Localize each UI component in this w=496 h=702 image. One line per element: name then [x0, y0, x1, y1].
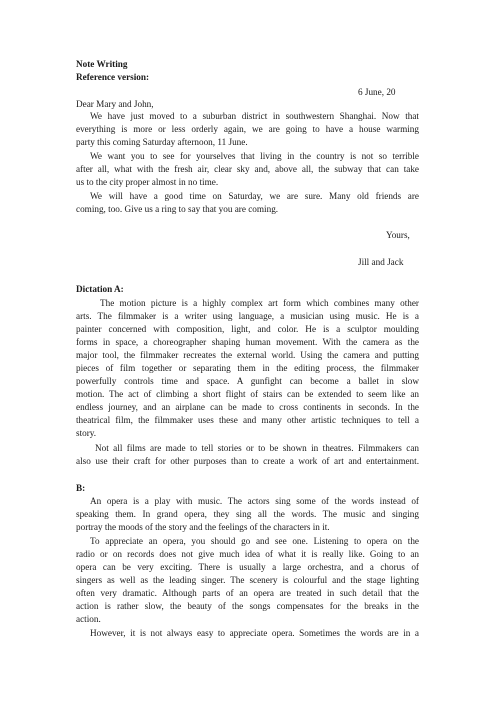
letter-date: 6 June, 20 — [358, 87, 396, 97]
dictation-b-line: action. — [76, 614, 101, 624]
letter-p1-line: We have just moved to a suburban district in southwestern Shanghai. Now that — [90, 111, 419, 121]
dictation-a-line: The motion picture is a highly complex art form which combines many other — [100, 298, 419, 308]
dictation-b-line: speaking them. In grand opera, they sing all the words. The music and singing — [76, 509, 419, 519]
dictation-a-line: major tool, the filmmaker recreates the external world. Using the camera and putting — [76, 350, 419, 360]
dictation-a-line: story. — [76, 428, 97, 438]
dictation-b-line: often very dramatic. Although parts of an opera are treated in such detail that the — [76, 588, 419, 598]
letter-p2-line: We want you to see for yourselves that living in the country is not so terrible — [90, 151, 419, 161]
dictation-b-line: opera can be very exciting. There is usually a large orchestra, and a chorus of — [76, 562, 419, 572]
dictation-a-line: endless journey, and an airplane can be made to cross continents in seconds. In the — [76, 402, 419, 412]
dictation-b-label: B: — [76, 483, 86, 493]
dictation-b-line: An opera is a play with music. The actors sing some of the words instead of — [90, 496, 419, 506]
dictation-b-line: singers as well as the leading singer. The scenery is colourful and the stage lighting — [76, 575, 419, 585]
dictation-a-line: powerfully controls time and space. A gunfight can become a ballet in slow — [76, 376, 419, 386]
dictation-b-line: However, it is not always easy to appreciate opera. Sometimes the words are in a — [90, 628, 419, 638]
page-title: Note Writing — [76, 59, 128, 69]
letter-p3-line: coming, too. Give us a ring to say that you are coming. — [76, 204, 279, 214]
letter-salutation: Dear Mary and John, — [76, 99, 154, 109]
dictation-a-line: theatrical film, the filmmaker uses these and many other artistic techniques to tell a — [76, 415, 419, 425]
letter-p3-line: We will have a good time on Saturday, we are sure. Many old friends are — [90, 191, 419, 201]
dictation-a-line: forms in space, a choreographer shaping human movement. With the camera as the — [76, 337, 419, 347]
dictation-b-line: To appreciate an opera, you should go and see one. Listening to opera on the — [90, 536, 419, 546]
dictation-a-line: also use their craft for other purposes than to create a work of art and entertainment. — [76, 456, 419, 466]
reference-label: Reference version: — [76, 72, 150, 82]
dictation-a-line: pieces of film together or separating them in the editing process, the filmmaker — [76, 363, 419, 373]
dictation-a-line: motion. The act of climbing a short flight of stairs can be extended to seem like an — [76, 389, 419, 399]
letter-p1-line: party this coming Saturday afternoon, 11 June. — [76, 137, 248, 147]
dictation-b-line: portray the moods of the story and the feelings of the characters in it. — [76, 522, 330, 532]
letter-p2-line: us to the city proper almost in no time. — [76, 177, 219, 187]
dictation-a-label: Dictation A: — [76, 284, 124, 294]
dictation-b-line: action is rather slow, the beauty of the songs compensates for the breaks in the — [76, 601, 419, 611]
letter-p2-line: after all, what with the fresh air, clear sky and, above all, the subway that can take — [76, 164, 419, 174]
dictation-a-line: arts. The filmmaker is a writer using language, a musician using music. He is a — [76, 311, 419, 321]
dictation-a-line: painter concerned with composition, light, and color. He is a sculptor moulding — [76, 324, 419, 334]
letter-closing: Yours, — [386, 230, 410, 240]
letter-p1-line: everything is more or less orderly again, we are going to have a house warming — [76, 124, 419, 134]
letter-signature: Jill and Jack — [358, 257, 404, 267]
dictation-b-line: radio or on records does not give much idea of what it is really like. Going to an — [76, 549, 419, 559]
dictation-a-line: Not all films are made to tell stories or to be shown in theatres. Filmmakers can — [95, 443, 419, 453]
